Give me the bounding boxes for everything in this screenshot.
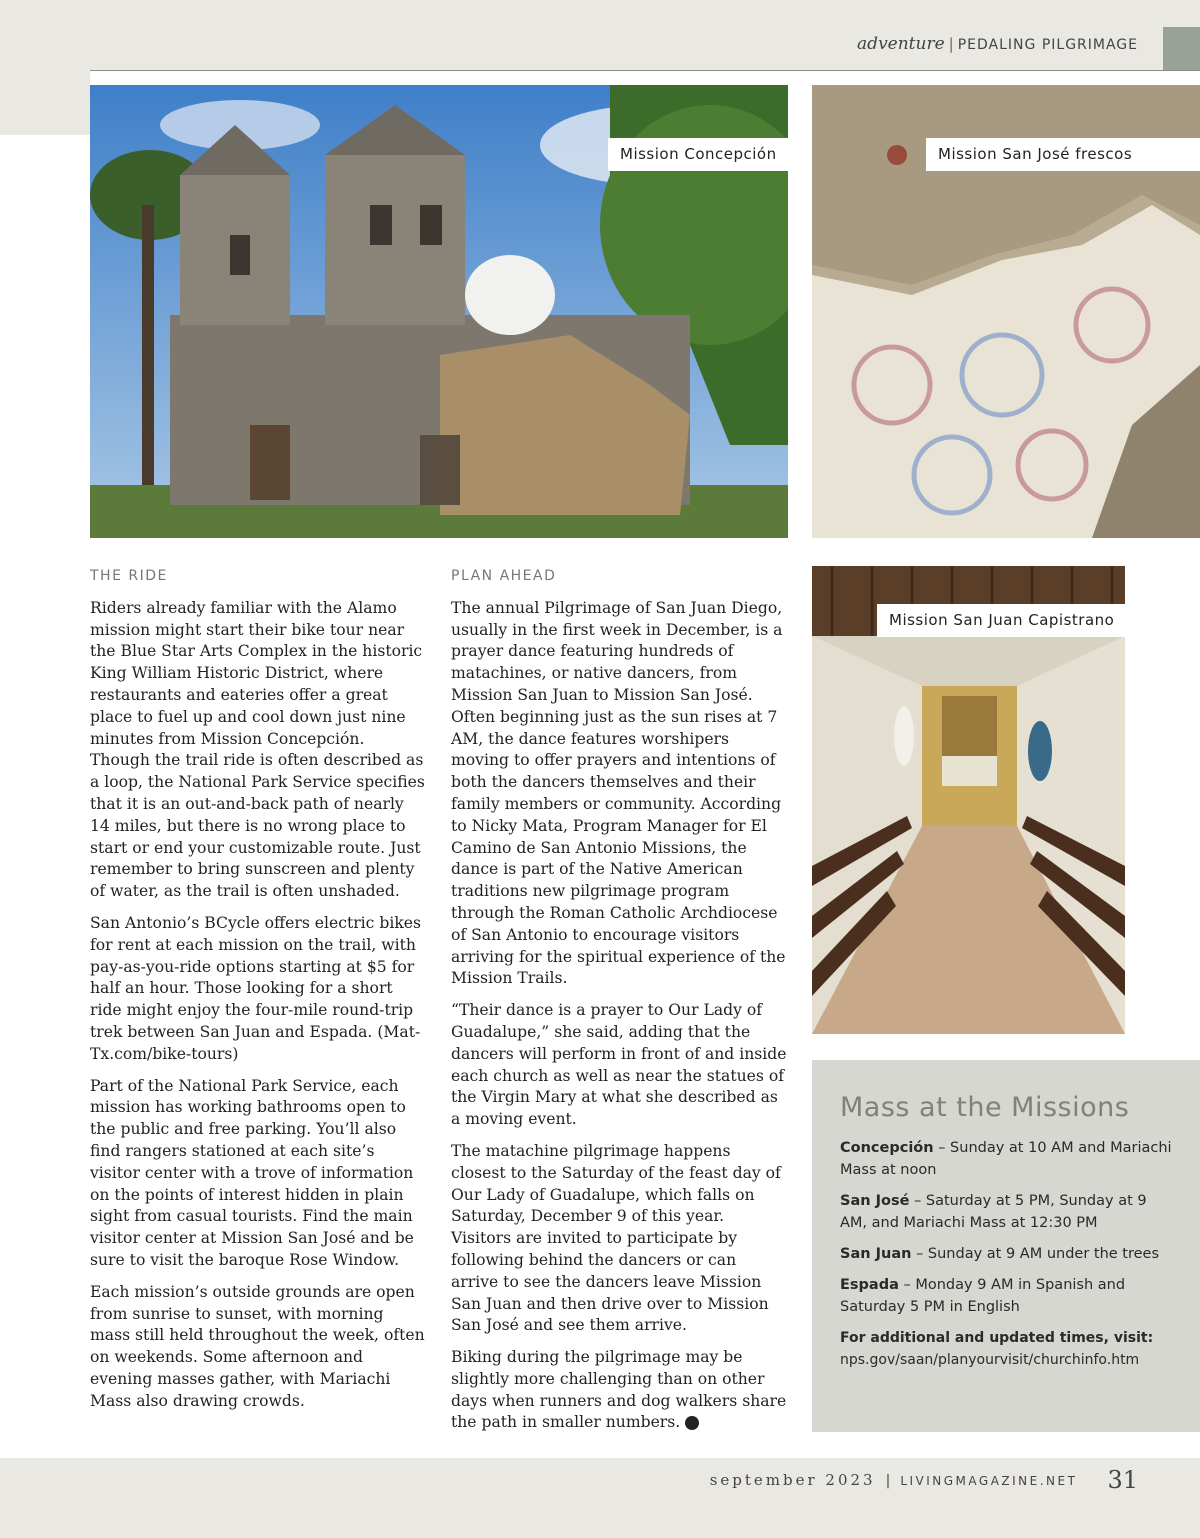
mass-entry-detail: – Monday 9 AM in Spanish and Saturday 5 PM in English bbox=[840, 1277, 1126, 1315]
caption-mission-concepcion: Mission Concepción bbox=[608, 138, 788, 171]
plan-heading: PLAN AHEAD bbox=[451, 568, 557, 584]
plan-paragraph-last bbox=[451, 1347, 788, 1434]
series-name: PEDALING PILGRIMAGE bbox=[957, 37, 1138, 53]
mass-entry-name: San Juan bbox=[840, 1246, 912, 1262]
header-separator: | bbox=[948, 35, 954, 53]
page-number: 31 bbox=[1107, 1466, 1138, 1494]
issue-date: september 2023 bbox=[709, 1471, 876, 1489]
mass-entry bbox=[840, 1274, 1172, 1318]
footer-separator: | bbox=[885, 1473, 891, 1489]
caption-san-juan-capistrano: Mission San Juan Capistrano bbox=[877, 604, 1125, 637]
mass-entry-detail: – Sunday at 9 AM under the trees bbox=[911, 1246, 1160, 1262]
header-rule bbox=[90, 70, 1200, 71]
page-footer bbox=[709, 1463, 1138, 1494]
plan-paragraph: The matachine pilgrimage happens closest to the Saturday of the feast day of Our Lady of Guadalupe, which falls on Saturday, December 9 of this year. Visitors are invited to participate by following behind the dancers or can arrive to see the dancers leave Mission San Juan and then drive over to Mission San José and see them arrive. bbox=[451, 1141, 781, 1335]
section-name: adventure bbox=[857, 34, 945, 54]
plan-column bbox=[451, 566, 788, 1444]
mass-entry-detail: – Saturday at 5 PM, Sunday at 9 AM, and Mariachi Mass at 12:30 PM bbox=[840, 1193, 1147, 1231]
caption-san-jose-frescos: Mission San José frescos bbox=[926, 138, 1200, 171]
mass-entry bbox=[840, 1137, 1172, 1181]
mass-entry-name: Espada bbox=[840, 1277, 899, 1293]
living-logo-icon bbox=[685, 1416, 699, 1430]
ride-paragraph: Each mission’s outside grounds are open from sunrise to sunset, with morning mass still held throughout the week, often on weekends. Some afternoon and evening masses gather, with Mariachi Mass also drawing crowds. bbox=[90, 1282, 425, 1410]
website[interactable]: LIVINGMAGAZINE.NET bbox=[900, 1474, 1078, 1488]
ride-paragraph: Riders already familiar with the Alamo mission might start their bike tour near the Blue Star Arts Complex in the historic King William Historic District, where restaurants and eateries offer a great place to fuel up and cool down just nine minutes from Mission Concepción. Though the trail ride is often described as a loop, the National Park Service specifies that it is an out-and-back path of nearly 14 miles, but there is no wrong place to start or end your customizable route. Just remember to bring sunscreen and plenty of water, as the trail is often unshaded. bbox=[90, 598, 425, 901]
sidebar-title: Mass at the Missions bbox=[840, 1092, 1130, 1123]
ride-paragraph: Part of the National Park Service, each mission has working bathrooms open to the public and free parking. You’ll also find rangers stationed at each site’s visitor center with a trove of information on the points of interest hidden in plain sight from casual tourists. Find the main visitor center at Mission San José and be sure to visit the baroque Rose Window. bbox=[90, 1076, 414, 1269]
header-color-tab bbox=[1163, 27, 1200, 70]
more-info-url[interactable]: nps.gov/saan/planyourvisit/churchinfo.htm bbox=[840, 1352, 1140, 1368]
plan-paragraph: “Their dance is a prayer to Our Lady of Guadalupe,” she said, adding that the dancers will perform in front of and inside each church as well as near the statues of the Virgin Mary at what she described as a moving event. bbox=[451, 1001, 787, 1129]
ride-heading: THE RIDE bbox=[90, 568, 168, 584]
plan-last-text: Biking during the pilgrimage may be slightly more challenging than on other days when runners and dog walkers share the path in smaller numbers. bbox=[451, 1348, 787, 1432]
mass-entry-name: San José bbox=[840, 1193, 910, 1209]
mass-entry bbox=[840, 1243, 1172, 1265]
ride-paragraph: San Antonio’s BCycle offers electric bikes for rent at each mission on the trail, with pay-as-you-ride options starting at $5 for half an hour. Those looking for a short ride might enjoy the four-mile round-trip trek between San Juan and Espada. (Mat-Tx.com/bike-tours) bbox=[90, 913, 422, 1063]
mass-sidebar bbox=[812, 1060, 1200, 1432]
ride-column bbox=[90, 566, 427, 1422]
mass-entry-detail: – Sunday at 10 AM and Mariachi Mass at noon bbox=[840, 1140, 1172, 1178]
plan-paragraph: The annual Pilgrimage of San Juan Diego, usually in the first week in December, is a prayer dance featuring hundreds of matachines, or native dancers, from Mission San Juan to Mission San José. Often beginning just as the sun rises at 7 AM, the dance features worshipers moving to offer prayers and intentions of both the dancers themselves and their family members or community. According to Nicky Mata, Program Manager for El Camino de San Antonio Missions, the dance is part of the Native American traditions new pilgrimage program through the Roman Catholic Archdiocese of San Antonio to encourage visitors arriving for the spiritual experience of the Mission Trails. bbox=[451, 598, 786, 988]
more-info-title: For additional and updated times, visit: bbox=[840, 1330, 1154, 1346]
running-header bbox=[857, 34, 1138, 54]
mass-entry-name: Concepción bbox=[840, 1140, 934, 1156]
mass-entry bbox=[840, 1190, 1172, 1234]
